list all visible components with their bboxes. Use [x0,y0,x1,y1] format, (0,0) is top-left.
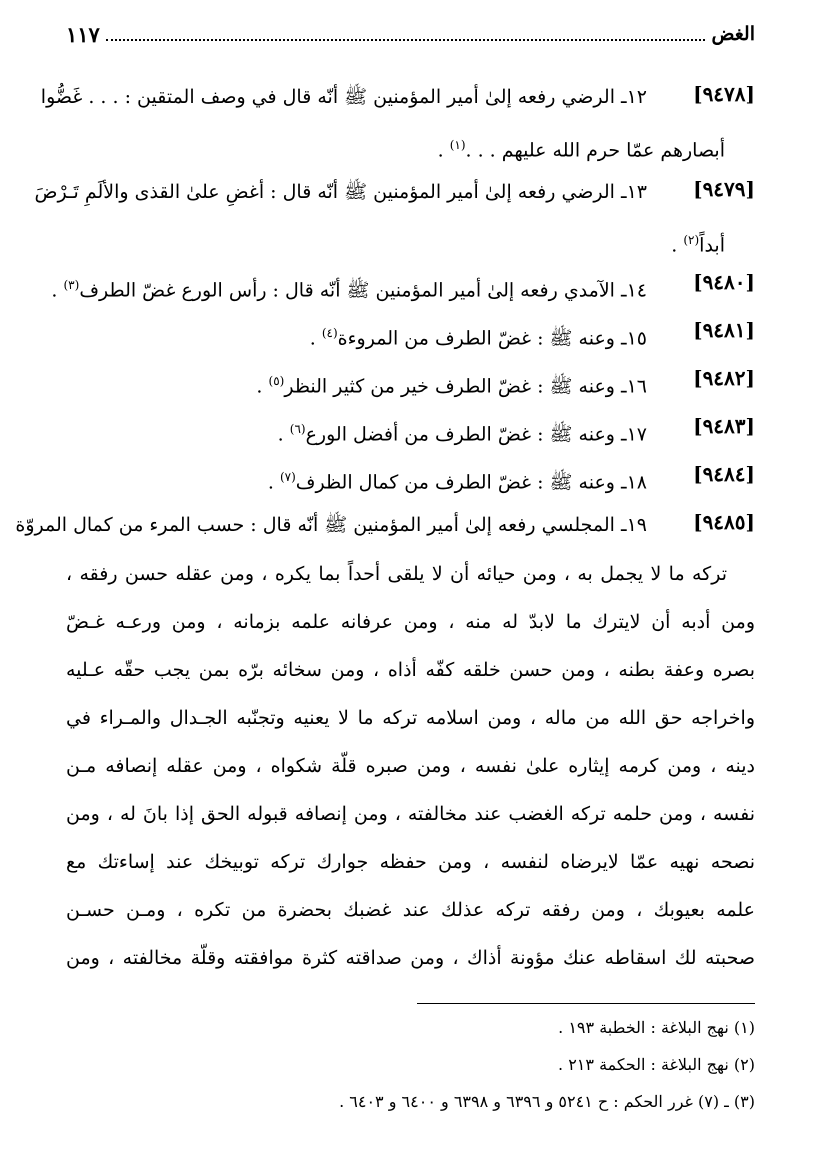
entry-continuation: أبصارهم عمّا حرم الله عليهم . . .$^{(١)}$ . [437,138,725,162]
body-text-line: صحبته لك اسقاطه عنك مؤونة أذاك ، ومن صداقته كثرة موافقته وقلّة مخالفته ، ومن [66,947,755,969]
footnote-ref: (٢) [683,233,700,247]
entry-text: ١٦ـ وعنه ﷺ : غضّ الطرف خير من كثير النظر$^{(٥)}$ . [256,374,647,398]
footnote-ref: (٥) [268,374,285,388]
body-text-line: واخراجه حق الله من ماله ، ومن اسلامه تركه ما لا يعنيه وتجنّبه الجـدال والمـراء في [66,707,755,729]
page-number: ١١٧ [66,21,100,47]
footnote-separator [417,1003,755,1004]
entry-number: [٩٤٨٢] [693,366,755,390]
header-dot-leader [106,39,706,41]
footnote-ref: (٧) [279,470,296,484]
footnote-ref: (١) [449,138,466,152]
body-text-line: نصحه نهيه عمّا لايرضاه لنفسه ، ومن حفظه جوارك تركه توبيخك عند إساءتك مع [66,851,755,873]
body-text-line: تركه ما لا يجمل به ، ومن حيائه أن لا يلقى أحداً بما يكره ، ومن عقله حسن رفقه ، [66,563,727,585]
entry-number: [٩٤٧٨] [693,82,755,106]
footnote: (٢) نهج البلاغة : الحكمة ٢١٣ . [558,1055,755,1074]
entry-text: ١٧ـ وعنه ﷺ : غضّ الطرف من أفضل الورع$^{(٦)}$ . [277,422,647,446]
entry-number: [٩٤٨٠] [693,270,755,294]
footnote: (١) نهج البلاغة : الخطبة ١٩٣ . [558,1018,755,1037]
footnote: (٣) ـ (٧) غرر الحكم : ح ٥٢٤١ و ٦٣٩٦ و ٦٣٩٨ و ٦٤٠٠ و ٦٤٠٣ . [339,1092,755,1111]
body-text-line: دينه ، ومن كرمه إيثاره علىٰ نفسه ، ومن صبره قلّة شكواه ، ومن عقله إنصافه مـن [66,755,755,777]
entry-text: ١٩ـ المجلسي رفعه إلىٰ أمير المؤمنين ﷺ أنّه قال : حسب المرء من كمال المروّة [15,514,647,536]
running-header [66,14,755,54]
body-text-line: نفسه ، ومن حلمه تركه الغضب عند مخالفته ، ومن إنصافه قبوله الحق إذا بانَ له ، ومن [66,803,755,825]
footnote-ref: (٣) [63,278,80,292]
body-text-line: علمه بعيوبك ، ومن رفقه تركه عذلك عند غضبك بحضرة من تكره ، ومـن حسـن [66,899,755,921]
entry-number: [٩٤٨١] [693,318,755,342]
entry-number: [٩٤٧٩] [693,177,755,201]
entry-text: ١٢ـ الرضي رفعه إلىٰ أمير المؤمنين ﷺ أنّه قال في وصف المتقين : . . . غَضُّوا [40,86,647,108]
entry-number: [٩٤٨٥] [693,510,755,534]
entry-text: ١٥ـ وعنه ﷺ : غضّ الطرف من المروءة$^{(٤)}$ . [309,326,647,350]
entry-text: ١٤ـ الآمدي رفعه إلىٰ أمير المؤمنين ﷺ أنّه قال : رأس الورع غضّ الطرف$^{(٣)}$ . [51,278,647,302]
footnote-ref: (٤) [321,326,338,340]
entry-number: [٩٤٨٤] [693,462,755,486]
entry-text: ١٣ـ الرضي رفعه إلىٰ أمير المؤمنين ﷺ أنّه قال : أغضِ علىٰ القذى والألَمِ تَـرْضَ [34,181,647,203]
body-text-line: بصره وعفة بطنه ، ومن حسن خلقه كفّه أذاه ، ومن سخائه برّه بمن يجب حقّه عـليه [66,659,755,681]
entry-text: ١٨ـ وعنه ﷺ : غضّ الطرف من كمال الظرف$^{(٧)}$ . [267,470,647,494]
body-text-line: ومن أدبه أن لايترك ما لابدّ له منه ، ومن عرفانه علمه بزمانه ، ومن ورعـه غـضّ [66,611,755,633]
chapter-title: الغض [711,23,755,45]
footnote-ref: (٦) [289,422,306,436]
entry-number: [٩٤٨٣] [693,414,755,438]
entry-continuation: أبداً$^{(٢)}$ . [671,233,725,257]
